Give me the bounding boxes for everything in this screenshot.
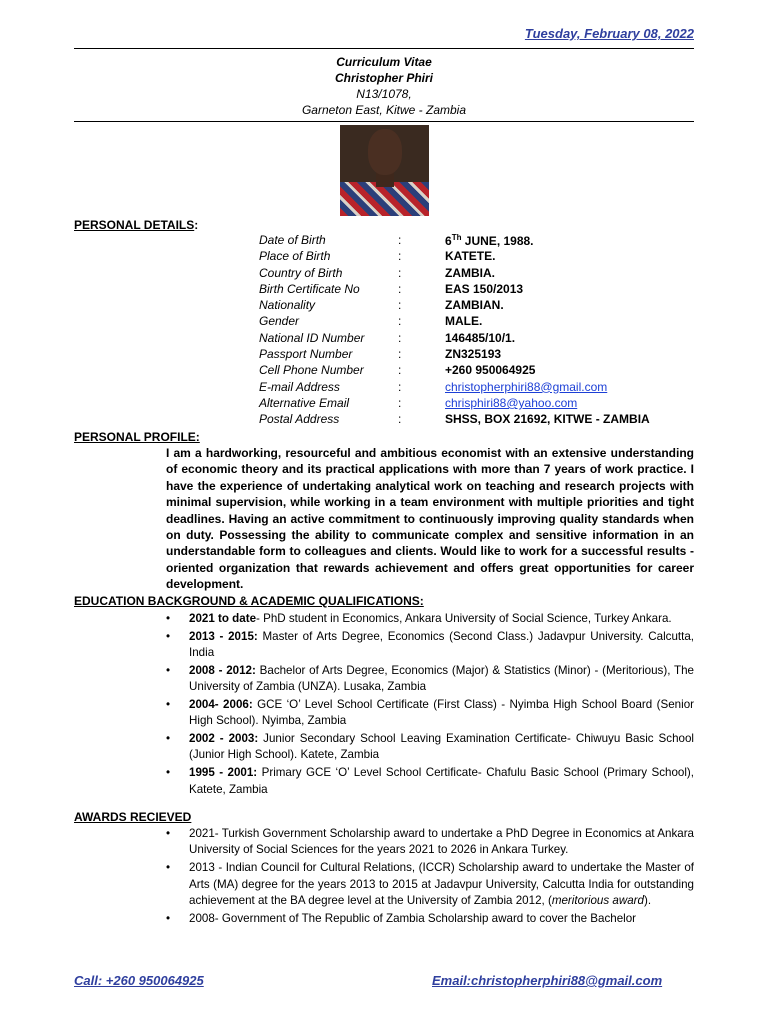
- education-item: [166, 629, 694, 662]
- email-link[interactable]: chrisphiri88@yahoo.com: [445, 395, 578, 410]
- profile-paragraph: I am a hardworking, resourceful and ambitious economist with an extensive understanding of economic theory and its practical applications with more than 7 years of work practice. I have the experience of undertaking analytical work on teaching and research projects with minimal supervision, while working in a team environment with multiple priorities and tight deadlines. Having an active commitment to continuously improving quality standards when on duty. Possessing the ability to communicate complex and sensitive information in an understandable form to colleagues and clients. Would like to work for a successful results - oriented organization that rewards achievement and offers great opportunities for career development.: [166, 446, 694, 592]
- award-item: [166, 826, 694, 859]
- education-period: 2021 to date: [189, 612, 257, 625]
- header-divider: [74, 121, 694, 122]
- education-period: 2004- 2006:: [189, 697, 253, 711]
- detail-colon: :: [398, 265, 402, 280]
- section-personal-details: PERSONAL DETAILS:: [74, 218, 199, 232]
- detail-colon: :: [398, 298, 402, 313]
- detail-label: National ID Number: [259, 330, 365, 345]
- section-personal-profile: PERSONAL PROFILE:: [74, 430, 200, 444]
- detail-value: 146485/10/1.: [445, 330, 516, 345]
- detail-label: E-mail Address: [259, 379, 340, 394]
- detail-label: Passport Number: [259, 347, 353, 362]
- detail-label: Alternative Email: [259, 395, 350, 410]
- bullet: •: [166, 827, 171, 840]
- profile-photo: [340, 125, 429, 216]
- address-line-1: N13/1078,: [356, 87, 412, 101]
- education-description: Primary GCE ‘O’ Level School Certificate- Chafulu Basic School (Primary School), Katete, Zambia: [189, 766, 695, 796]
- awards-list: [166, 826, 694, 928]
- detail-colon: :: [398, 412, 402, 427]
- education-description: GCE ‘O’ Level School Certificate (First Class) - Nyimba High School Board (Senior High School). Nyimba, Zambia: [189, 697, 694, 728]
- detail-colon: :: [398, 347, 402, 362]
- detail-label: Cell Phone Number: [259, 363, 364, 378]
- detail-colon: :: [398, 395, 402, 410]
- bullet: •: [166, 766, 171, 780]
- detail-colon: :: [398, 330, 402, 345]
- education-period: 2013 - 2015:: [189, 629, 258, 643]
- cv-header: [74, 54, 694, 118]
- detail-colon: :: [398, 281, 402, 296]
- bullet: •: [166, 861, 171, 875]
- document-date: Tuesday, February 08, 2022: [524, 26, 694, 41]
- address-line-2: Garneton East, Kitwe - Zambia: [301, 103, 467, 117]
- detail-value: ZN325193: [445, 347, 502, 362]
- detail-label: Date of Birth: [259, 233, 326, 247]
- bullet: •: [166, 911, 171, 925]
- award-text: 2013 - Indian Council for Cultural Relations, (ICCR) Scholarship award to undertake the Master of Arts (MA) degree for the years 2013 to 2015 at Jadavpur University, Calcutta India for outstanding achievement at the BA degree level at the University of Zambia 2012, (: [189, 861, 694, 907]
- bullet: •: [166, 629, 171, 643]
- bullet: •: [166, 697, 171, 711]
- detail-value: MALE.: [445, 314, 483, 329]
- bullet: •: [166, 732, 171, 746]
- detail-superscript: Th: [451, 233, 462, 242]
- education-item: [166, 697, 694, 730]
- cv-title: Curriculum Vitae: [336, 55, 432, 69]
- detail-colon: :: [398, 233, 402, 247]
- award-text: 2021- Turkish Government Scholarship award to undertake a PhD Degree in Economics at Ankara University of Social Sciences for the years 2021 to 2026 in Ankara Turkey.: [189, 827, 694, 857]
- education-period: 2008 - 2012:: [189, 663, 256, 677]
- education-period: 2002 - 2003:: [189, 732, 259, 746]
- education-description: - PhD student in Economics, Ankara University of Social Science, Turkey Ankara.: [256, 612, 672, 625]
- education-list: [166, 611, 694, 799]
- award-text: 2008- Government of The Republic of Zambia Scholarship award to cover the Bachelor: [189, 911, 637, 925]
- award-tail: ).: [643, 893, 652, 907]
- detail-value: ZAMBIAN.: [445, 298, 504, 313]
- education-item: [166, 731, 694, 764]
- award-item: [166, 860, 694, 909]
- detail-value: KATETE.: [445, 249, 496, 264]
- award-item: [166, 911, 694, 927]
- education-period: 1995 - 2001:: [189, 766, 258, 780]
- detail-colon: :: [398, 314, 402, 329]
- detail-colon: :: [398, 249, 402, 264]
- detail-label: Gender: [259, 314, 300, 329]
- detail-value: ZAMBIA.: [445, 265, 495, 280]
- detail-label: Postal Address: [259, 412, 340, 427]
- education-description: Junior Secondary School Leaving Examination Certificate- Chiwuyu Basic School (Junior High School). Katete, Zambia: [189, 732, 694, 762]
- email-link[interactable]: christopherphiri88@gmail.com: [445, 379, 608, 394]
- detail-label: Place of Birth: [259, 249, 331, 264]
- bullet: •: [166, 663, 171, 677]
- detail-colon: :: [398, 379, 402, 394]
- detail-value: 6Th JUNE, 1988.: [445, 233, 534, 248]
- education-item: [166, 611, 694, 627]
- footer-email-link[interactable]: Email:christopherphiri88@gmail.com: [432, 973, 663, 988]
- top-divider: [74, 48, 694, 49]
- education-description: Bachelor of Arts Degree, Economics (Major) & Statistics (Minor) - (Meritorious), The University of Zambia (UNZA). Lusaka, Zambia: [189, 663, 694, 694]
- award-note: meritorious award: [551, 893, 644, 907]
- education-item: [166, 663, 694, 696]
- cv-name: Christopher Phiri: [334, 71, 433, 85]
- section-awards: AWARDS RECIEVED: [74, 810, 192, 824]
- detail-label: Birth Certificate No: [259, 281, 360, 296]
- education-description: Master of Arts Degree, Economics (Second Class.) Jadavpur University. Calcutta, India: [189, 629, 695, 660]
- detail-label: Country of Birth: [259, 265, 343, 280]
- detail-value: +260 950064925: [445, 363, 536, 378]
- footer-call-link[interactable]: Call: +260 950064925: [74, 973, 204, 988]
- section-education: EDUCATION BACKGROUND & ACADEMIC QUALIFICATIONS:: [74, 594, 424, 608]
- detail-label: Nationality: [259, 298, 316, 313]
- bullet: •: [166, 612, 171, 625]
- detail-value: EAS 150/2013: [445, 281, 524, 296]
- detail-value: SHSS, BOX 21692, KITWE - ZAMBIA: [445, 412, 650, 427]
- detail-colon: :: [398, 363, 402, 378]
- education-item: [166, 765, 694, 798]
